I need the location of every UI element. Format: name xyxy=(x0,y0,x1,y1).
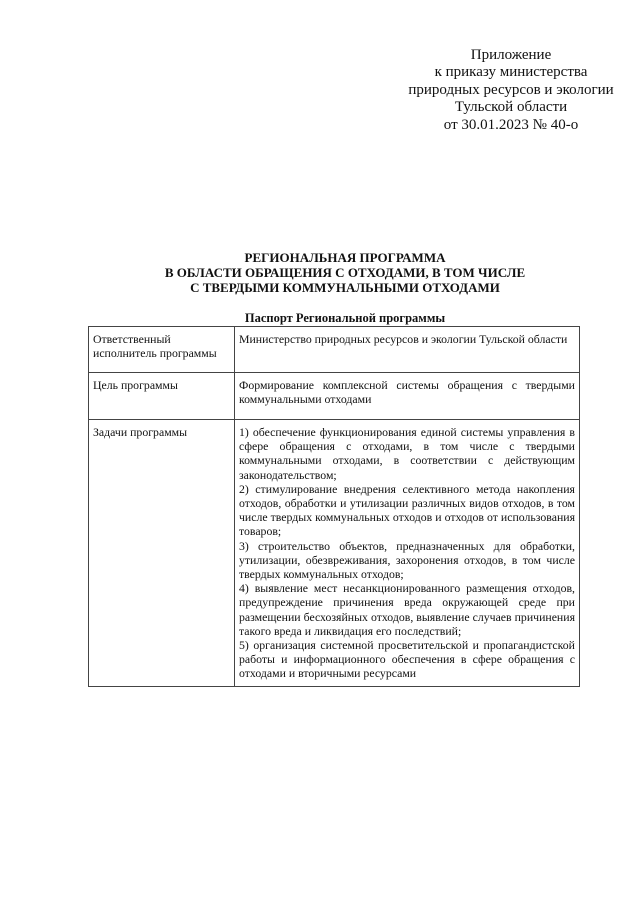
passport-table xyxy=(88,326,580,687)
task-item: 5) организация системной просветительской и пропагандистской работы и информационного обеспечения в сфере обращения с отходами и вторичными ресурсами xyxy=(239,638,575,681)
row-value-goal: Формирование комплексной системы обращения с твердыми коммунальными отходами xyxy=(235,373,580,420)
table-row xyxy=(89,327,580,373)
appendix-line: природных ресурсов и экологии xyxy=(408,81,614,98)
appendix-line: Приложение xyxy=(470,47,552,63)
row-value-tasks xyxy=(235,420,580,687)
task-item: 2) стимулирование внедрения селективного метода накопления отходов, обработки и утилизации различных видов отходов, в том числе твердых коммунальных отходов и отходов от использования товаров; xyxy=(239,481,575,539)
title-line: РЕГИОНАЛЬНАЯ ПРОГРАММА xyxy=(244,250,446,265)
document-title xyxy=(0,250,640,296)
appendix-line: Тульской области xyxy=(454,99,568,116)
appendix-header xyxy=(380,47,640,134)
row-label-responsible: Ответственный исполнитель программы xyxy=(89,327,235,373)
task-item: 4) выявление мест несанкционированного размещения отходов, предупреждение причинения вреда окружающей среде при размещении бесхозяйных отходов, выявление случаев причинения такого вреда и ликвидация его последствий; xyxy=(239,581,575,638)
table-row xyxy=(89,420,580,687)
table-row xyxy=(89,373,580,420)
title-line: В ОБЛАСТИ ОБРАЩЕНИЯ С ОТХОДАМИ, В ТОМ ЧИСЛЕ xyxy=(164,265,526,281)
task-item: 3) строительство объектов, предназначенных для обработки, утилизации, обезвреживания, захоронения отходов, в том числе твердых коммунальных отходов; xyxy=(239,538,575,582)
task-item: 1) обеспечение функционирования единой системы управления в сфере обращения с отходами, в том числе с твердыми коммунальными отходами, в соответствии с действующим законодательством; xyxy=(239,425,575,482)
row-label-tasks: Задачи программы xyxy=(89,420,235,687)
appendix-line: к приказу министерства xyxy=(434,64,588,81)
title-line: С ТВЕРДЫМИ КОММУНАЛЬНЫМИ ОТХОДАМИ xyxy=(190,280,500,296)
passport-heading: Паспорт Региональной программы xyxy=(244,311,446,325)
row-value-responsible: Министерство природных ресурсов и экологии Тульской области xyxy=(235,327,580,373)
row-label-goal: Цель программы xyxy=(89,373,235,420)
appendix-order-date: от 30.01.2023 № 40-о xyxy=(443,116,579,133)
